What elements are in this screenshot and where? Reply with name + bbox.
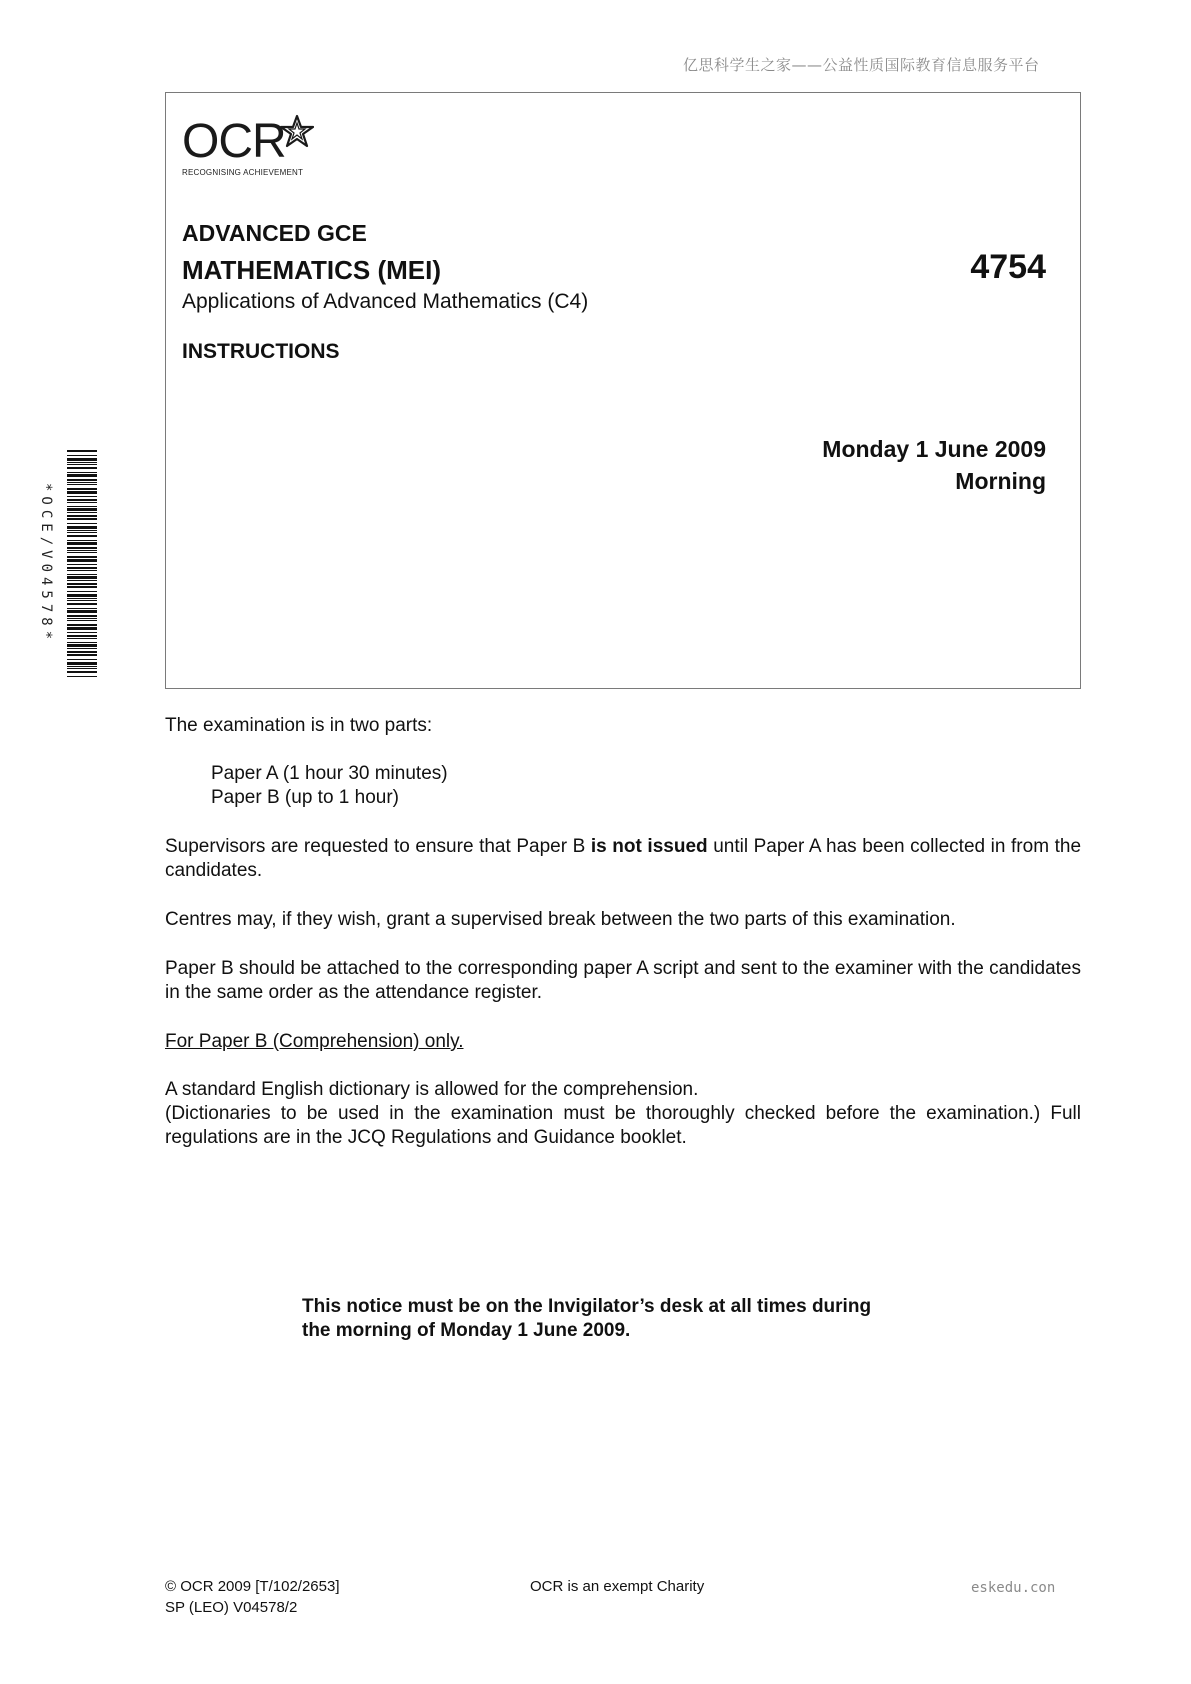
barcode-bar: [67, 676, 97, 677]
barcode-bar: [67, 659, 97, 660]
barcode-text: *OCE/V04578*: [38, 483, 54, 645]
barcode-icon: [67, 450, 97, 678]
barcode-bar: [67, 610, 97, 613]
barcode-bar: [67, 615, 97, 617]
exam-date: Monday 1 June 2009: [822, 436, 1046, 462]
dictionary-paragraph: [165, 1078, 1081, 1150]
supervisors-text-pre: Supervisors are requested to ensure that Paper B: [165, 836, 591, 857]
barcode-bar: [67, 496, 97, 497]
barcode-bar: [67, 574, 97, 575]
barcode-bar: [67, 455, 97, 456]
barcode-bar: [67, 540, 97, 541]
ocr-logo: [182, 115, 342, 188]
barcode-bar: [67, 651, 97, 653]
barcode-bar: [67, 591, 97, 592]
barcode-bar: [67, 632, 97, 633]
barcode-bar: [67, 586, 97, 588]
barcode-bar: [67, 635, 97, 637]
barcode-bar: [67, 472, 97, 473]
section-title: INSTRUCTIONS: [182, 340, 340, 363]
barcode-bar: [67, 644, 97, 647]
barcode-bar: [67, 515, 97, 517]
paper-code: 4754: [970, 248, 1046, 286]
barcode-bar: [67, 512, 97, 513]
barcode-bar: [67, 526, 97, 529]
barcode-bar: [67, 499, 97, 501]
footer-reference: SP (LEO) V04578/2: [165, 1599, 298, 1616]
exam-session: Morning: [955, 468, 1046, 494]
dictionary-note: (Dictionaries to be used in the examination must be thoroughly checked before the examination.) Full regulations are in the JCQ Regulations and Guidance booklet.: [165, 1103, 1081, 1148]
barcode-bar: [67, 600, 97, 601]
barcode-bar: [67, 567, 97, 569]
centres-paragraph: Centres may, if they wish, grant a supervised break between the two parts of this examination.: [165, 909, 956, 930]
footer-charity: OCR is an exempt Charity: [530, 1578, 705, 1595]
attach-paragraph: Paper B should be attached to the corresponding paper A script and sent to the examiner with the candidates in the same order as the attendance register.: [165, 958, 1081, 1003]
barcode-bar: [67, 668, 97, 669]
barcode-bar: [67, 594, 97, 597]
logo-text: OCR: [182, 115, 286, 168]
barcode-bar: [67, 627, 97, 630]
barcode-bar: [67, 666, 97, 667]
barcode-bar: [67, 671, 97, 673]
star-icon: [280, 114, 314, 148]
barcode-bar: [67, 638, 97, 639]
barcode-bar: [67, 620, 97, 621]
dictionary-text: A standard English dictionary is allowed for the comprehension.: [165, 1079, 699, 1100]
barcode-bar: [67, 642, 97, 643]
barcode-bar: [67, 488, 97, 490]
supervisors-paragraph: [165, 835, 1081, 883]
barcode-bar: [67, 580, 97, 581]
barcode-bar: [67, 550, 97, 551]
barcode-bar: [67, 535, 97, 537]
barcode-bar: [67, 502, 97, 503]
barcode-bar: [67, 570, 97, 571]
qualification-level: ADVANCED GCE: [182, 220, 367, 246]
barcode-bar: [67, 450, 97, 452]
barcode-bar: [67, 598, 97, 599]
barcode-bar: [67, 518, 97, 520]
barcode-bar: [67, 547, 97, 549]
barcode-bar: [67, 552, 97, 553]
supervisors-text-bold: is not issued: [590, 836, 708, 857]
watermark-site: eskedu.con: [971, 1580, 1056, 1596]
barcode-bar: [67, 624, 97, 626]
barcode-bar: [67, 603, 97, 605]
paper-b-heading: For Paper B (Comprehension) only.: [165, 1031, 464, 1052]
footer-copyright: © OCR 2009 [T/102/2653]: [165, 1578, 340, 1595]
paper-b-duration: Paper B (up to 1 hour): [211, 787, 399, 808]
barcode-bar: [67, 564, 97, 565]
barcode-bar: [67, 464, 97, 465]
barcode-bar: [67, 654, 97, 656]
intro-text: The examination is in two parts:: [165, 715, 433, 736]
unit-title: Applications of Advanced Mathematics (C4): [182, 290, 589, 313]
barcode-bar: [67, 618, 97, 619]
barcode-bar: [67, 462, 97, 463]
invigilator-notice: [302, 1295, 942, 1343]
barcode-bar: [67, 576, 97, 579]
paper-a-duration: Paper A (1 hour 30 minutes): [211, 763, 448, 784]
barcode-bar: [67, 662, 97, 665]
barcode-bar: [67, 530, 97, 531]
barcode-bar: [67, 556, 97, 558]
barcode-bar: [67, 523, 97, 524]
barcode-bar: [67, 583, 97, 585]
barcode-bar: [67, 482, 97, 483]
barcode-bar: [67, 458, 97, 461]
barcode-bar: [67, 542, 97, 545]
barcode-bar: [67, 559, 97, 562]
barcode-bar: [67, 491, 97, 494]
watermark-header: 亿思科学生之家——公益性质国际教育信息服务平台: [683, 56, 1040, 74]
supervisors-text-post: until Paper A has been collected in from the candidates.: [165, 836, 1082, 881]
barcode-bar: [67, 508, 97, 511]
barcode-bar: [67, 484, 97, 485]
notice-line-2: the morning of Monday 1 June 2009.: [302, 1320, 631, 1341]
barcode-bar: [67, 608, 97, 609]
barcode-bar: [67, 532, 97, 533]
barcode-bar: [67, 467, 97, 469]
logo-tagline: RECOGNISING ACHIEVEMENT: [182, 168, 304, 177]
barcode-bar: [67, 506, 97, 507]
barcode-bar: [67, 474, 97, 477]
subject-title: MATHEMATICS (MEI): [182, 255, 441, 285]
notice-line-1: This notice must be on the Invigilator’s desk at all times during: [302, 1296, 872, 1317]
barcode-bar: [67, 479, 97, 481]
barcode-bar: [67, 648, 97, 649]
